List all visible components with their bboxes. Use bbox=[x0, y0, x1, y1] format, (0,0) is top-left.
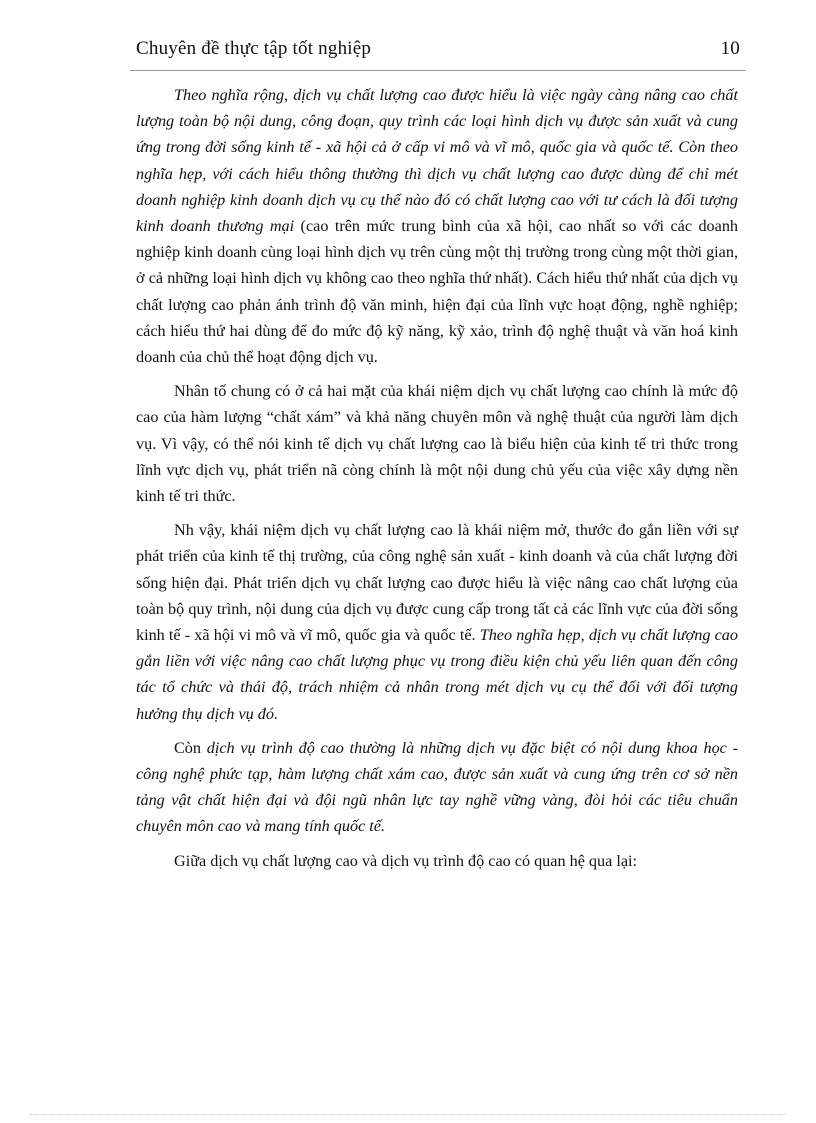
paragraph-1-italic: Theo nghĩa rộng, dịch vụ chất lượng cao được hiểu là việc ngày càng nâng cao chất lượng toàn bộ nội dung, công đoạn, quy trình các loại hình dịch vụ được sản xuất và cung ứng trong đời sống kinh tế - xã hội cả ở cấp vi mô và vĩ mô, quốc gia và quốc tế. Còn theo nghĩa hẹp, với cách hiểu thông thường thì dịch vụ chất lượng cao được dùng để chỉ mét doanh nghiệp kinh doanh dịch vụ cụ thể nào đó có chất lượng cao với tư cách là đối tượng kinh doanh thương mại bbox=[136, 86, 738, 236]
page-bottom-border bbox=[30, 1114, 786, 1115]
paragraph-3 bbox=[136, 517, 738, 727]
paragraph-4-text: Còn bbox=[174, 738, 207, 757]
paragraph-5-text: Giữa dịch vụ chất lượng cao và dịch vụ trình độ cao có quan hệ qua lại: bbox=[174, 851, 638, 870]
page-header bbox=[136, 38, 740, 60]
paragraph-4 bbox=[136, 735, 738, 840]
header-divider bbox=[130, 70, 746, 71]
paragraph-4-italic: dịch vụ trình độ cao thường là những dịch vụ đặc biệt có nội dung khoa học - công nghệ phức tạp, hàm lượng chất xám cao, được sản xuất và cung ứng trên cơ sở nền tảng vật chất hiện đại và đội ngũ nhân lực tay nghề vững vàng, đòi hỏi các tiêu chuẩn chuyên môn cao và mang tính quốc tế. bbox=[136, 738, 738, 836]
header-title: Chuyên đề thực tập tốt nghiệp bbox=[136, 38, 372, 59]
paragraph-1-text: (cao trên mức trung bình của xã hội, cao nhất so với các doanh nghiệp kinh doanh cùng loại hình dịch vụ trên cùng một thị trường trong cùng một thời gian, ở cả những loại hình dịch vụ không cao theo nghĩa thứ nhất). Cách hiểu thứ nhất của dịch vụ chất lượng cao phản ánh trình độ văn minh, hiện đại của lĩnh vực hoạt động, nghề nghiệp; cách hiểu thứ hai dùng để đo mức độ kỹ năng, kỹ xảo, trình độ nghệ thuật và văn hoá kinh doanh của chủ thể hoạt động dịch vụ. bbox=[136, 217, 739, 367]
page-number: 10 bbox=[720, 38, 740, 59]
paragraph-2-text: Nhân tố chung có ở cả hai mặt của khái niệm dịch vụ chất lượng cao chính là mức độ cao của hàm lượng “chất xám” và khả năng chuyên môn và nghệ thuật của người làm dịch vụ. Vì vậy, có thể nói kinh tế dịch vụ chất lượng cao là biểu hiện của kinh tế tri thức trong lĩnh vực dịch vụ, phát triển nã còng chính là một nội dung chủ yếu của việc xây dựng nền kinh tế tri thức. bbox=[136, 382, 738, 506]
paragraph-3-text: Nh vậy, khái niệm dịch vụ chất lượng cao là khái niệm mở, thước đo gắn liền với sự phát triển của kinh tế thị trường, của công nghệ sản xuất - kinh doanh và của chất lượng đời sống hiện đại. Phát triển dịch vụ chất lượng cao được hiểu là việc nâng cao chất lượng của toàn bộ quy trình, nội dung của dịch vụ được cung cấp trong tất cả các lĩnh vực của đời sống kinh tế - xã hội vi mô và vĩ mô, quốc gia và quốc tế. bbox=[136, 521, 738, 645]
paragraph-2 bbox=[136, 378, 738, 509]
paragraph-3-italic: Theo nghĩa hẹp, dịch vụ chất lượng cao gắn liền với việc nâng cao chất lượng phục vụ trong điều kiện chủ yếu liên quan đến công tác tổ chức và thái độ, trách nhiệm cả nhân trong mét dịch vụ cụ thể đối với đối tượng hưởng thụ dịch vụ đó. bbox=[136, 626, 738, 723]
paragraph-1 bbox=[136, 82, 738, 370]
document-body bbox=[136, 82, 738, 882]
paragraph-5 bbox=[136, 848, 738, 874]
